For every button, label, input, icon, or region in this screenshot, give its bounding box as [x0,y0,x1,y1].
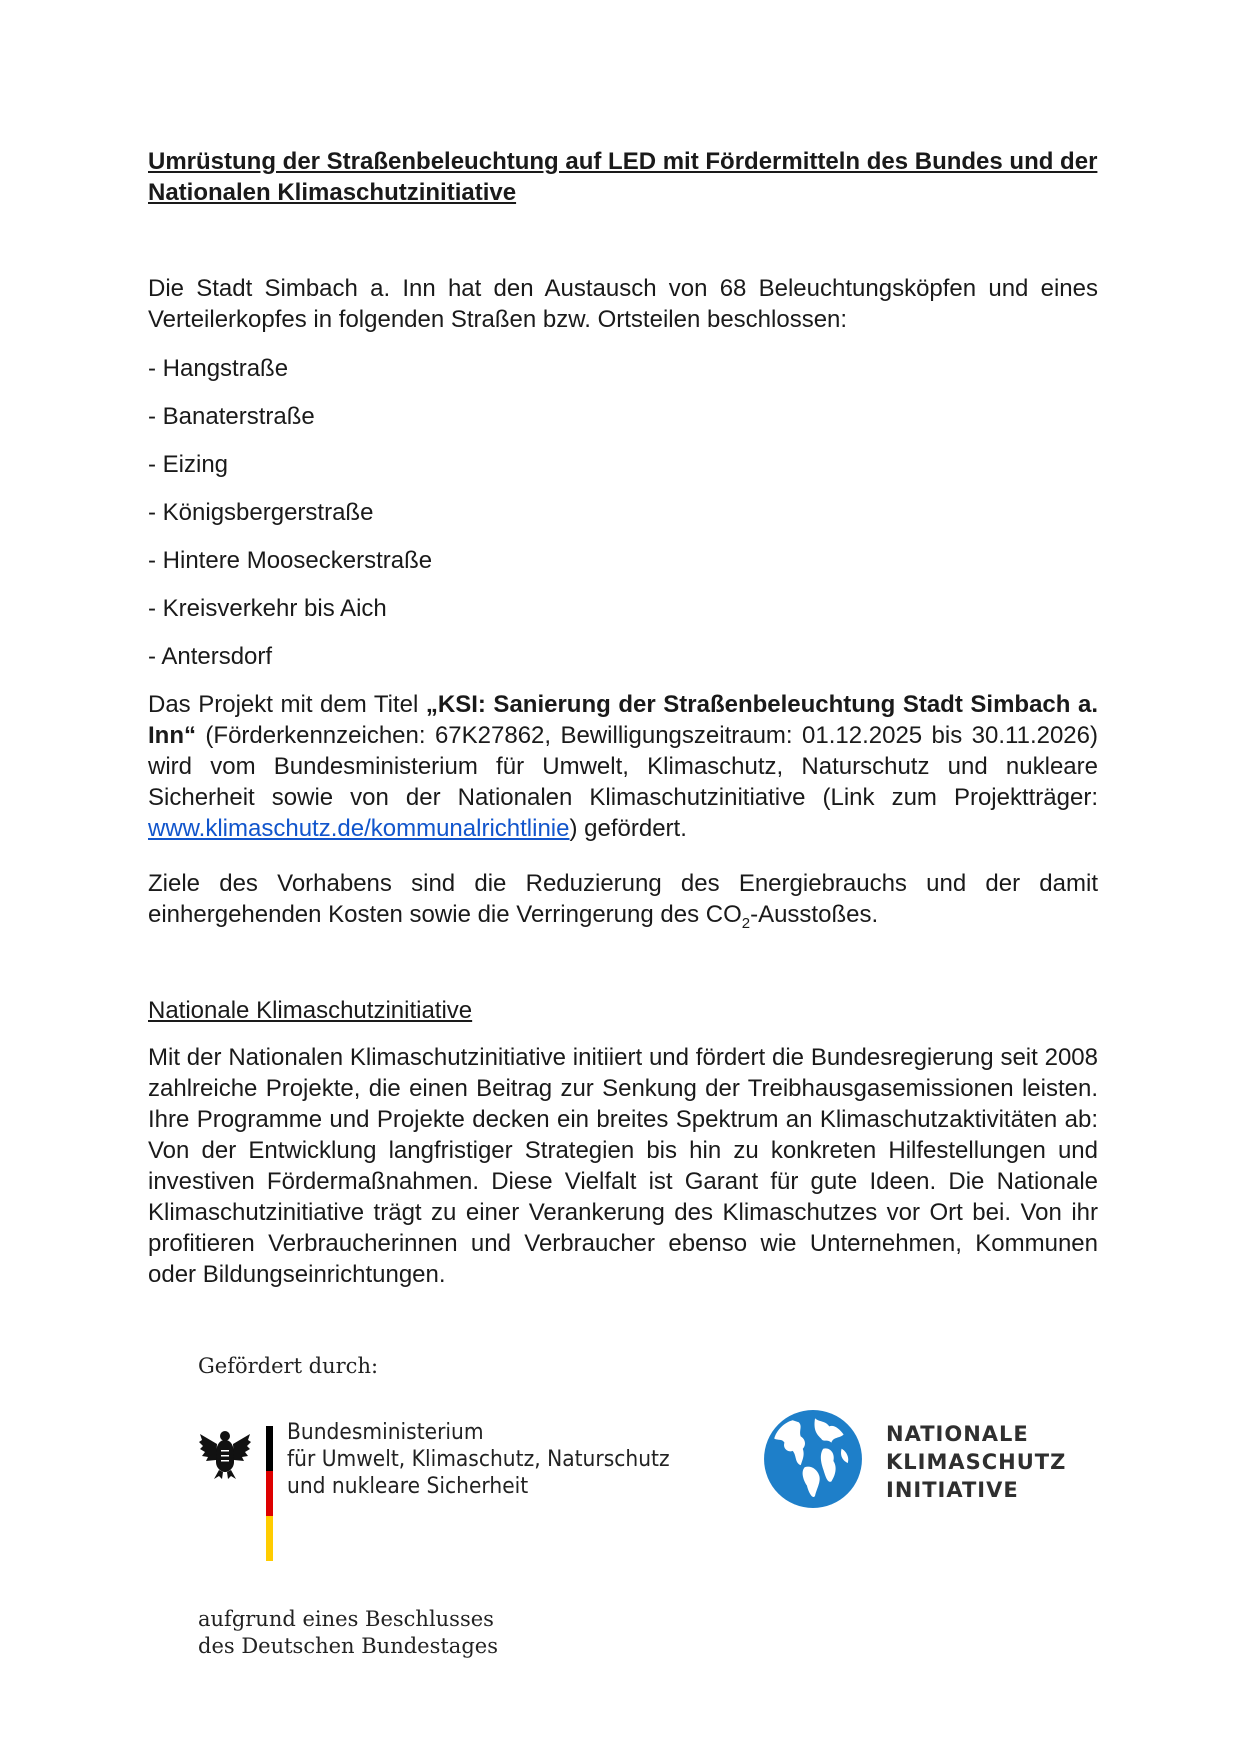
funded-by-label: Gefördert durch: [198,1354,379,1378]
list-item: - Antersdorf [148,643,273,670]
flag-gold-stripe [266,1516,273,1561]
ministry-name [287,1419,670,1500]
list-item: - Eizing [148,451,229,478]
project-title: „KSI: Sanierung der Straßenbeleuchtung Stadt Simbach a. Inn“ [148,691,1098,749]
co2-subscript: 2 [741,914,751,932]
nki-line: NATIONALE [886,1422,1029,1446]
goals-text: Ziele des Vorhabens sind die Reduzierung des Energiebrauchs und der damit einhergehenden Kosten sowie die Verringerung des CO [148,870,1098,928]
nki-line: INITIATIVE [886,1478,1019,1502]
street-list [148,353,432,689]
ministry-line: für Umwelt, Klimaschutz, Naturschutz [287,1447,670,1472]
german-flag-bar [266,1426,273,1561]
bundestag-decision [198,1606,498,1660]
nki-wordmark [886,1420,1066,1504]
goals-paragraph [148,868,1098,939]
project-suffix: ) gefördert. [569,815,687,842]
project-prefix: Das Projekt mit dem Titel [148,691,426,718]
section-heading: Nationale Klimaschutzinitiative [148,997,473,1024]
flag-red-stripe [266,1471,273,1516]
list-item: - Königsbergerstraße [148,499,374,526]
project-link[interactable]: www.klimaschutz.de/kommunalrichtlinie [148,815,570,842]
list-item: - Banaterstraße [148,403,315,430]
list-item: - Hangstraße [148,355,289,382]
document-title: Umrüstung der Straßenbeleuchtung auf LED mit Fördermitteln des Bundes und der Nationalen Klimaschutzinitiative [148,148,1098,206]
globe-icon [762,1408,864,1510]
project-paragraph [148,689,1098,844]
intro-paragraph: Die Stadt Simbach a. Inn hat den Austausch von 68 Beleuchtungsköpfen und eines Verteilerkopfes in folgenden Straßen bzw. Ortsteilen beschlossen: [148,275,1098,333]
decision-line: aufgrund eines Beschlusses [198,1607,494,1631]
list-item: - Hintere Mooseckerstraße [148,547,433,574]
nki-paragraph: Mit der Nationalen Klimaschutzinitiative initiiert und fördert die Bundesregierung seit 2008 zahlreiche Projekte, die einen Beitrag zur Senkung der Treibhausgasemissionen leisten. Ihre Programme und Projekte decken ein breites Spektrum an Klimaschutzaktivitäten ab: Von der Entwicklung langfristiger Strategien bis hin zu konkreten Hilfestellungen und investiven Fördermaßnahmen. Diese Vielfalt ist Garant für gute Ideen. Die Nationale Klimaschutzinitiative trägt zu einer Verankerung des Klimaschutzes vor Ort bei. Von ihr profitieren Verbraucherinnen und Verbraucher ebenso wie Unternehmen, Kommunen oder Bildungseinrichtungen. [148,1044,1098,1288]
nki-line: KLIMASCHUTZ [886,1450,1067,1474]
federal-eagle-icon [198,1426,252,1480]
ministry-line: und nukleare Sicherheit [287,1474,529,1499]
project-details: (Förderkennzeichen: 67K27862, Bewilligungszeitraum: 01.12.2025 bis 30.11.2026) wird vom Bundesministerium für Umwelt, Klimaschutz, Naturschutz und nukleare Sicherheit sowie von der Nationalen Klimaschutzinitiative (Link zum Projektträger: [148,722,1098,811]
ministry-line: Bundesministerium [287,1420,484,1445]
goals-text-end: -Ausstoßes. [750,901,879,928]
list-item: - Kreisverkehr bis Aich [148,595,387,622]
flag-black-stripe [266,1426,273,1471]
decision-line: des Deutschen Bundestages [198,1634,498,1658]
